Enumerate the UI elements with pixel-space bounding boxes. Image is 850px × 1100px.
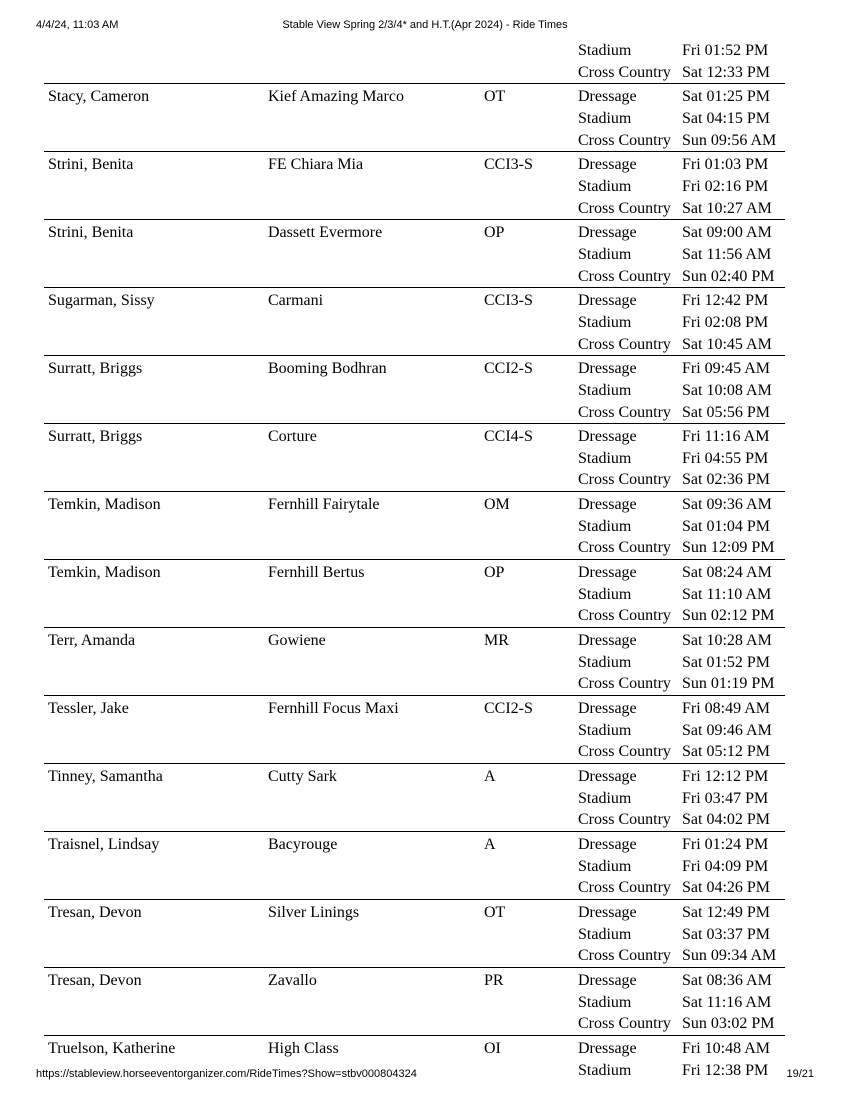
phase-list	[578, 492, 785, 559]
phase-item	[578, 945, 785, 967]
division: MR	[484, 632, 509, 650]
rider-name: Traisnel, Lindsay	[48, 835, 160, 853]
phase-list	[578, 832, 785, 899]
phase-name: Cross Country	[578, 879, 671, 897]
phase-time: Sat 09:46 AM	[682, 721, 772, 739]
page-number: 19/21	[786, 1068, 814, 1080]
phase-item	[578, 426, 785, 448]
phase-time: Fri 10:48 AM	[682, 1039, 771, 1057]
phase-item	[578, 856, 785, 878]
phase-item	[578, 562, 785, 584]
division: OT	[484, 903, 506, 921]
phase-name: Dressage	[578, 971, 637, 989]
table-row	[44, 38, 785, 84]
division: PR	[484, 971, 504, 989]
phase-item	[578, 584, 785, 606]
phase-name: Dressage	[578, 632, 637, 650]
phase-name: Stadium	[578, 857, 632, 875]
phase-time: Sun 12:09 PM	[682, 539, 775, 557]
phase-name: Dressage	[578, 835, 637, 853]
horse-name: High Class	[268, 1039, 339, 1057]
horse-name: Corture	[268, 428, 317, 446]
page-title: Stable View Spring 2/3/4* and H.T.(Apr 2024) - Ride Times	[282, 19, 568, 31]
phase-time: Fri 08:49 AM	[682, 700, 771, 718]
ride-times-table	[44, 38, 785, 1081]
phase-list	[578, 152, 785, 219]
phase-list	[578, 424, 785, 491]
phase-time: Sat 12:49 PM	[682, 903, 771, 921]
phase-item	[578, 834, 785, 856]
phase-name: Cross Country	[578, 675, 671, 693]
phase-time: Fri 02:16 PM	[682, 177, 769, 195]
phase-name: Cross Country	[578, 947, 671, 965]
phase-item	[578, 788, 785, 810]
horse-name: Fernhill Focus Maxi	[268, 700, 399, 718]
phase-list	[578, 288, 785, 355]
phase-name: Stadium	[578, 653, 632, 671]
phase-time: Sat 05:12 PM	[682, 743, 771, 761]
division: OI	[484, 1039, 501, 1057]
phase-name: Dressage	[578, 428, 637, 446]
phase-time: Sat 11:56 AM	[682, 245, 772, 263]
phase-time: Sat 08:36 AM	[682, 971, 772, 989]
phase-time: Sat 01:25 PM	[682, 88, 771, 106]
phase-item	[578, 62, 785, 84]
phase-time: Fri 12:12 PM	[682, 768, 769, 785]
table-row	[44, 628, 785, 696]
phase-item	[578, 154, 785, 176]
phase-list	[578, 900, 785, 967]
phase-list	[578, 560, 785, 627]
phase-item	[578, 312, 785, 334]
phase-item	[578, 86, 785, 108]
phase-list	[578, 764, 785, 831]
phase-item	[578, 537, 785, 559]
division: CCI2-S	[484, 360, 533, 378]
rider-name: Tinney, Samantha	[48, 768, 163, 785]
table-row	[44, 900, 785, 968]
phase-list	[578, 696, 785, 763]
horse-name: Kief Amazing Marco	[268, 88, 404, 106]
phase-time: Sat 09:36 AM	[682, 496, 772, 514]
phase-item	[578, 992, 785, 1014]
phase-name: Stadium	[578, 517, 632, 535]
phase-name: Dressage	[578, 496, 637, 514]
phase-item	[578, 334, 785, 356]
division: OP	[484, 564, 505, 582]
phase-item	[578, 698, 785, 720]
phase-name: Cross Country	[578, 63, 671, 81]
phase-name: Cross Country	[578, 335, 671, 353]
phase-name: Stadium	[578, 585, 632, 603]
phase-item	[578, 877, 785, 899]
phase-time: Fri 01:24 PM	[682, 835, 769, 853]
phase-name: Stadium	[578, 449, 632, 467]
phase-item	[578, 130, 785, 152]
rider-name: Strini, Benita	[48, 156, 134, 174]
phase-list	[578, 1036, 785, 1081]
rider-name: Tessler, Jake	[48, 700, 129, 718]
rider-name: Surratt, Briggs	[48, 428, 143, 446]
phase-name: Dressage	[578, 360, 637, 378]
phase-time: Sat 01:04 PM	[682, 517, 771, 535]
table-row	[44, 424, 785, 492]
phase-list	[578, 38, 785, 83]
phase-name: Dressage	[578, 564, 637, 582]
phase-name: Cross Country	[578, 199, 671, 217]
phase-time: Sun 09:34 AM	[682, 947, 777, 965]
phase-name: Dressage	[578, 1039, 637, 1057]
phase-name: Cross Country	[578, 267, 671, 285]
phase-time: Sun 09:56 AM	[682, 131, 777, 149]
phase-item	[578, 1038, 785, 1060]
phase-item	[578, 516, 785, 538]
phase-list	[578, 628, 785, 695]
phase-time: Sat 10:28 AM	[682, 632, 772, 650]
phase-item	[578, 741, 785, 763]
phase-name: Dressage	[578, 768, 637, 785]
phase-time: Sat 05:56 PM	[682, 403, 771, 421]
phase-item	[578, 673, 785, 695]
phase-time: Sat 08:24 AM	[682, 564, 772, 582]
phase-item	[578, 176, 785, 198]
table-row	[44, 560, 785, 628]
table-row	[44, 832, 785, 900]
phase-time: Sat 03:37 PM	[682, 925, 771, 943]
phase-item	[578, 40, 785, 62]
table-row	[44, 764, 785, 832]
phase-name: Stadium	[578, 42, 632, 59]
division: A	[484, 835, 496, 853]
phase-item	[578, 630, 785, 652]
phase-item	[578, 970, 785, 992]
horse-name: Fernhill Bertus	[268, 564, 365, 582]
phase-item	[578, 494, 785, 516]
rider-name: Surratt, Briggs	[48, 360, 143, 378]
phase-time: Sat 12:33 PM	[682, 63, 771, 81]
phase-time: Sat 04:26 PM	[682, 879, 771, 897]
phase-time: Sun 03:02 PM	[682, 1015, 775, 1033]
phase-name: Stadium	[578, 313, 632, 331]
phase-name: Stadium	[578, 109, 632, 127]
rider-name: Stacy, Cameron	[48, 88, 150, 106]
phase-list	[578, 968, 785, 1035]
phase-item	[578, 652, 785, 674]
rider-name: Temkin, Madison	[48, 564, 161, 582]
phase-time: Sun 02:12 PM	[682, 607, 775, 625]
horse-name: Carmani	[268, 292, 324, 310]
phase-item	[578, 720, 785, 742]
phase-time: Fri 03:47 PM	[682, 789, 769, 807]
division: OM	[484, 496, 510, 514]
phase-time: Fri 12:42 PM	[682, 292, 769, 310]
phase-time: Fri 02:08 PM	[682, 313, 769, 331]
rider-name: Tresan, Devon	[48, 903, 142, 921]
print-date: 4/4/24, 11:03 AM	[36, 19, 119, 31]
phase-name: Stadium	[578, 381, 632, 399]
phase-name: Cross Country	[578, 811, 671, 829]
phase-time: Fri 09:45 AM	[682, 360, 771, 378]
phase-time: Sat 10:08 AM	[682, 381, 772, 399]
phase-time: Fri 11:16 AM	[682, 428, 770, 446]
table-row	[44, 152, 785, 220]
phase-item	[578, 605, 785, 627]
division: OT	[484, 88, 506, 106]
phase-name: Cross Country	[578, 1015, 671, 1033]
phase-time: Fri 04:09 PM	[682, 857, 769, 875]
table-row	[44, 492, 785, 560]
phase-name: Stadium	[578, 1061, 632, 1079]
phase-time: Sat 02:36 PM	[682, 471, 771, 489]
phase-time: Sat 04:02 PM	[682, 811, 771, 829]
phase-item	[578, 448, 785, 470]
phase-item	[578, 924, 785, 946]
table-row	[44, 288, 785, 356]
rider-name: Tresan, Devon	[48, 971, 142, 989]
phase-time: Sat 11:10 AM	[682, 585, 772, 603]
phase-time: Sat 04:15 PM	[682, 109, 771, 127]
phase-item	[578, 198, 785, 220]
division: CCI3-S	[484, 292, 533, 310]
table-row	[44, 356, 785, 424]
table-row	[44, 220, 785, 288]
phase-item	[578, 809, 785, 831]
division: CCI3-S	[484, 156, 533, 174]
phase-time: Sat 11:16 AM	[682, 993, 772, 1011]
phase-item	[578, 244, 785, 266]
phase-item	[578, 1013, 785, 1035]
phase-time: Sat 09:00 AM	[682, 224, 772, 242]
phase-item	[578, 380, 785, 402]
horse-name: Silver Linings	[268, 903, 360, 921]
horse-name: Dassett Evermore	[268, 224, 383, 242]
phase-time: Fri 04:55 PM	[682, 449, 769, 467]
phase-list	[578, 84, 785, 151]
phase-name: Dressage	[578, 292, 637, 310]
phase-name: Dressage	[578, 156, 637, 174]
phase-time: Fri 01:03 PM	[682, 156, 769, 174]
rider-name: Truelson, Katherine	[48, 1039, 176, 1057]
phase-list	[578, 356, 785, 423]
table-row	[44, 968, 785, 1036]
phase-name: Dressage	[578, 700, 637, 718]
division: OP	[484, 224, 505, 242]
phase-item	[578, 358, 785, 380]
phase-name: Stadium	[578, 177, 632, 195]
phase-item	[578, 266, 785, 288]
table-row	[44, 696, 785, 764]
division: CCI2-S	[484, 700, 533, 718]
phase-name: Cross Country	[578, 471, 671, 489]
phase-name: Cross Country	[578, 403, 671, 421]
phase-time: Sat 01:52 PM	[682, 653, 771, 671]
phase-time: Fri 12:38 PM	[682, 1061, 769, 1079]
phase-name: Dressage	[578, 88, 637, 106]
phase-item	[578, 902, 785, 924]
phase-item	[578, 290, 785, 312]
horse-name: Gowiene	[268, 632, 326, 650]
phase-name: Dressage	[578, 903, 637, 921]
rider-name: Strini, Benita	[48, 224, 134, 242]
division: CCI4-S	[484, 428, 533, 446]
page-url: https://stableview.horseeventorganizer.com/RideTimes?Show=stbv000804324	[36, 1068, 417, 1080]
division: A	[484, 768, 496, 785]
horse-name: Bacyrouge	[268, 835, 338, 853]
phase-name: Stadium	[578, 925, 632, 943]
phase-item	[578, 402, 785, 424]
horse-name: FE Chiara Mia	[268, 156, 364, 174]
phase-item	[578, 222, 785, 244]
phase-name: Dressage	[578, 224, 637, 242]
table-row	[44, 84, 785, 152]
phase-item	[578, 766, 785, 788]
phase-name: Stadium	[578, 721, 632, 739]
phase-time: Sat 10:27 AM	[682, 199, 772, 217]
phase-name: Cross Country	[578, 539, 671, 557]
rider-name: Terr, Amanda	[48, 632, 136, 650]
rider-name: Temkin, Madison	[48, 496, 161, 514]
phase-item	[578, 1060, 785, 1082]
phase-item	[578, 108, 785, 130]
horse-name: Cutty Sark	[268, 768, 337, 785]
phase-name: Cross Country	[578, 607, 671, 625]
phase-time: Sun 02:40 PM	[682, 267, 775, 285]
phase-item	[578, 469, 785, 491]
horse-name: Zavallo	[268, 971, 317, 989]
phase-time: Fri 01:52 PM	[682, 42, 769, 59]
horse-name: Fernhill Fairytale	[268, 496, 380, 514]
phase-time: Sat 10:45 AM	[682, 335, 772, 353]
phase-name: Cross Country	[578, 743, 671, 761]
phase-name: Stadium	[578, 789, 632, 807]
phase-list	[578, 220, 785, 287]
horse-name: Booming Bodhran	[268, 360, 387, 378]
phase-time: Sun 01:19 PM	[682, 675, 775, 693]
phase-name: Stadium	[578, 245, 632, 263]
phase-name: Stadium	[578, 993, 632, 1011]
phase-name: Cross Country	[578, 131, 671, 149]
rider-name: Sugarman, Sissy	[48, 292, 155, 310]
